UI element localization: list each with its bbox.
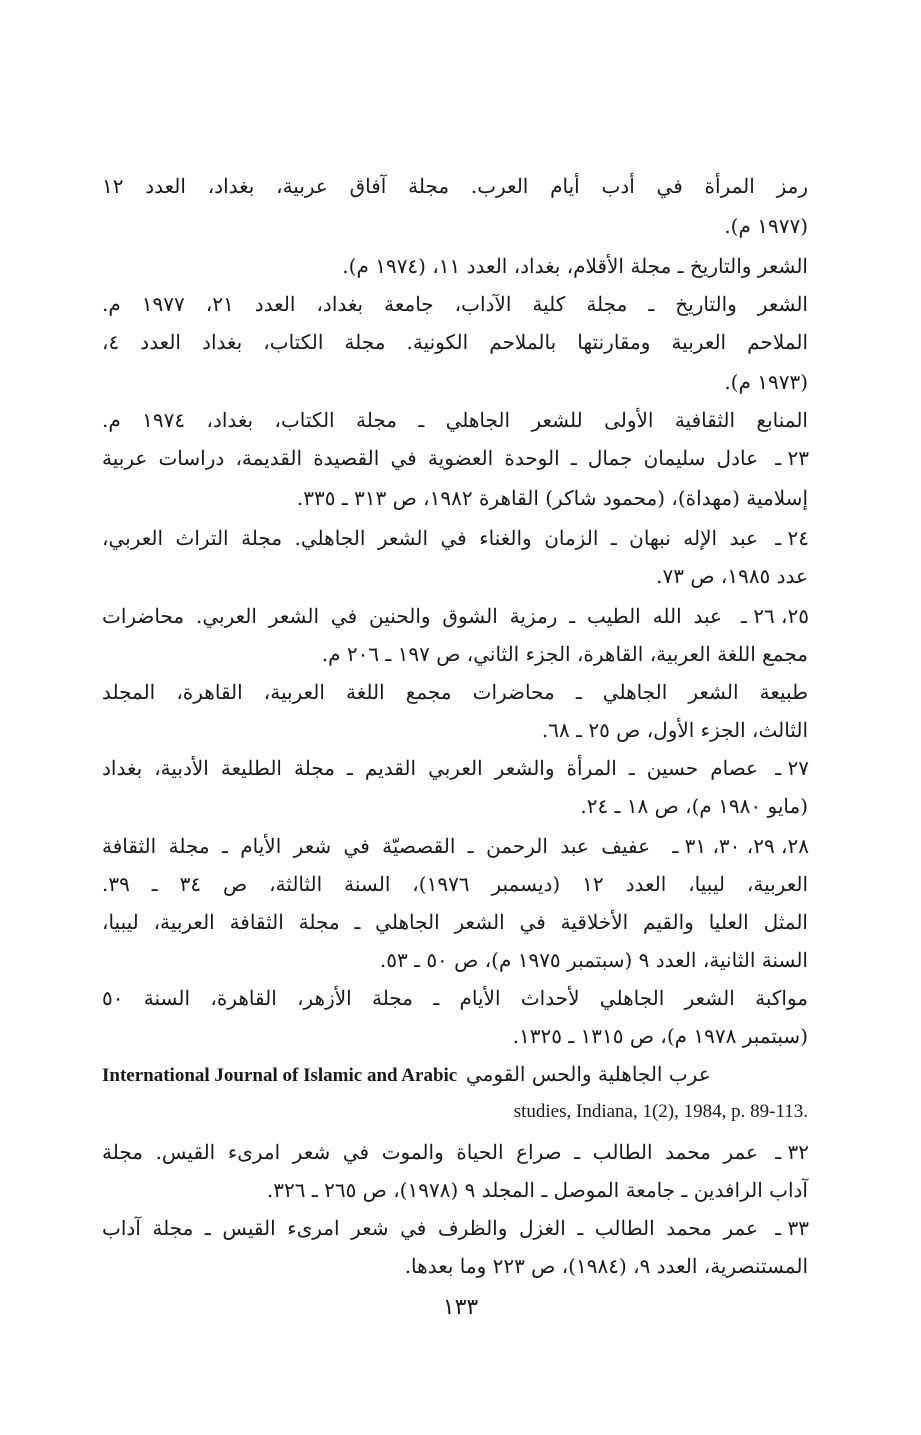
- reference-number: ٢٤ ـ: [775, 526, 809, 550]
- reference-text-line: المثل العليا والقيم الأخلاقية في الشعر الجاهلي ـ مجلة الثقافة العربية، ليبيا،: [102, 910, 808, 934]
- reference-text-line: رمز المرأة في أدب أيام العرب. مجلة آفاق عربية، بغداد، العدد ١٢: [102, 174, 808, 198]
- article-title-arabic: عرب الجاهلية والحس القومي: [465, 1062, 711, 1086]
- reference-text-line: (مايو ١٩٨٠ م)، ص ١٨ ـ ٢٤.: [580, 794, 808, 818]
- english-citation-continuation: studies, Indiana, 1(2), 1984, p. 89-113.: [513, 1101, 808, 1122]
- reference-text-line: الشعر والتاريخ ـ مجلة كلية الآداب، جامعة بغداد، العدد ٢١، ١٩٧٧ م.: [102, 292, 808, 316]
- reference-text-line: إسلامية (مهداة)، (محمود شاكر) القاهرة ١٩٨٢، ص ٣١٣ ـ ٣٣٥.: [296, 486, 808, 510]
- reference-number: ٣٢ ـ: [775, 1140, 809, 1164]
- reference-text-line: الثالث، الجزء الأول، ص ٢٥ ـ ٦٨.: [541, 718, 808, 742]
- reference-number: ٣٣ ـ: [775, 1216, 809, 1240]
- reference-number: ٢٥، ٢٦ ـ: [741, 604, 809, 628]
- journal-title-english: International Journal of Islamic and Arabic: [102, 1065, 458, 1086]
- reference-entry-line: عادل سليمان جمال ـ الوحدة العضوية في القصيدة القديمة، دراسات عربية: [102, 446, 758, 470]
- mixed-title-line: [102, 1054, 808, 1096]
- reference-number: ٢٨، ٢٩، ٣٠، ٣١ ـ: [672, 834, 809, 858]
- reference-entry-line: عمر محمد الطالب ـ صراع الحياة والموت في شعر امرىء القيس. مجلة: [102, 1140, 758, 1164]
- reference-text-line: مواكبة الشعر الجاهلي لأحداث الأيام ـ مجلة الأزهر، القاهرة، السنة ٥٠: [102, 986, 808, 1010]
- reference-text-line: آداب الرافدين ـ جامعة الموصل ـ المجلد ٩ (١٩٧٨)، ص ٢٦٥ ـ ٣٢٦.: [266, 1178, 808, 1202]
- reference-entry-line: عبد الإله نبهان ـ الزمان والغناء في الشعر الجاهلي. مجلة التراث العربي،: [102, 526, 758, 550]
- reference-text-line: الشعر والتاريخ ـ مجلة الأقلام، بغداد، العدد ١١، (١٩٧٤ م).: [342, 254, 808, 278]
- reference-text-line: (سبتمبر ١٩٧٨ م)، ص ١٣١٥ ـ ١٣٢٥.: [512, 1024, 808, 1048]
- reference-entry-line: عفيف عبد الرحمن ـ القصصيّة في شعر الأيام ـ مجلة الثقافة: [102, 834, 650, 858]
- page-number: ١٣٣: [442, 1295, 479, 1320]
- reference-entry-line: عبد الله الطيب ـ رمزية الشوق والحنين في الشعر العربي. محاضرات: [102, 604, 722, 628]
- reference-text-line: (١٩٧٧ م).: [724, 214, 808, 238]
- reference-text-line: (١٩٧٣ م).: [724, 370, 808, 394]
- reference-number: ٢٧ ـ: [775, 756, 809, 780]
- reference-text-line: مجمع اللغة العربية، القاهرة، الجزء الثاني، ص ١٩٧ ـ ٢٠٦ م.: [321, 642, 808, 666]
- reference-text-line: الملاحم العربية ومقارنتها بالملاحم الكونية. مجلة الكتاب، بغداد العدد ٤،: [102, 330, 808, 354]
- reference-text-line: عدد ١٩٨٥، ص ٧٣.: [656, 564, 808, 588]
- reference-text-line: العربية، ليبيا، العدد ١٢ (ديسمبر ١٩٧٦)، السنة الثالثة، ص ٣٤ ـ ٣٩.: [102, 872, 809, 896]
- reference-text-line: المنابع الثقافية الأولى للشعر الجاهلي ـ مجلة الكتاب، بغداد، ١٩٧٤ م.: [102, 408, 808, 432]
- reference-text-line: المستنصرية، العدد ٩، (١٩٨٤)، ص ٢٢٣ وما بعدها.: [404, 1254, 808, 1278]
- reference-text-line: السنة الثانية، العدد ٩ (سبتمبر ١٩٧٥ م)، ص ٥٠ ـ ٥٣.: [379, 948, 808, 972]
- reference-text-line: طبيعة الشعر الجاهلي ـ محاضرات مجمع اللغة العربية، القاهرة، المجلد: [102, 680, 808, 704]
- reference-entry-line: عمر محمد الطالب ـ الغزل والظرف في شعر امرىء القيس ـ مجلة آداب: [102, 1216, 758, 1240]
- reference-entry-line: عصام حسين ـ المرأة والشعر العربي القديم ـ مجلة الطليعة الأدبية، بغداد: [102, 756, 758, 780]
- reference-number: ٢٣ ـ: [775, 446, 809, 470]
